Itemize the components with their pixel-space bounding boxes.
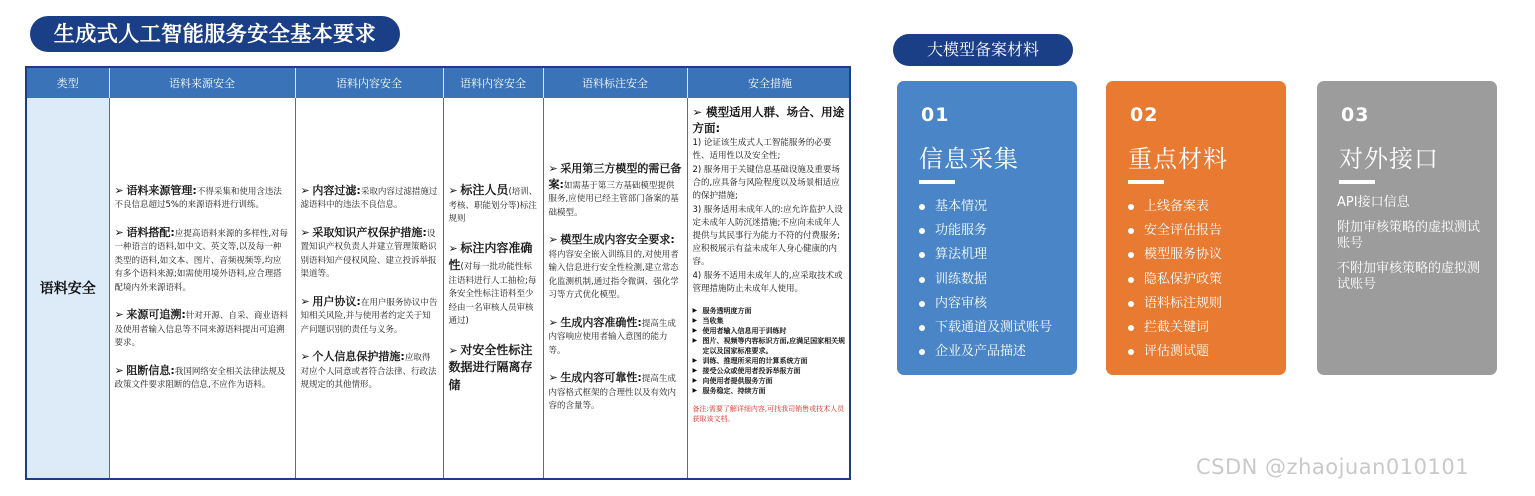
list-item: ➢ 标注内容准确性(对每一批功能性标注语料进行人工抽检;每条安全性标注语料至少经由一名审核人员审核通过) — [448, 240, 537, 326]
measures-title: ➢ 模型适用人群、场合、用途方面: — [692, 105, 845, 135]
card-info-collection — [897, 81, 1077, 375]
header-type: 类型 — [27, 68, 109, 98]
list-item: 训练数据 — [917, 268, 1067, 292]
card-title: 对外接口 — [1339, 145, 1439, 173]
materials-title: 大模型备案材料 — [893, 34, 1073, 66]
list-item: 附加审核策略的虚拟测试账号 — [1337, 219, 1481, 251]
card-title: 信息采集 — [919, 145, 1019, 173]
list-item: 安全评估报告 — [1126, 219, 1276, 243]
card-number: 02 — [1130, 104, 1159, 126]
list-item: 拦截关键词 — [1126, 316, 1276, 340]
card-list — [1337, 195, 1487, 302]
list-item: 企业及产品描述 — [917, 340, 1067, 364]
table-header-row — [27, 68, 851, 98]
card-external-interface — [1317, 81, 1497, 375]
list-item: ➢ 来源可追溯:针对开源、自采、商业语料及使用者输入信息等不同来源语料提出可追溯要求。 — [114, 308, 288, 348]
card-divider — [1128, 180, 1164, 184]
list-item: 模型服务协议 — [1126, 243, 1276, 267]
page-title: 生成式人工智能服务安全基本要求 — [30, 16, 400, 52]
list-item: ▶ 图片、视频等内容标识方面,应满足国家相关规定以及国家标准要求。 — [693, 336, 848, 356]
list-item: ➢ 生成内容准确性:提高生成内容响应使用者输入意图的能力等。 — [548, 315, 676, 356]
list-item: ➢ 语料来源管理:不得采集和使用含违法不良信息超过5%的来源语料进行训练。 — [114, 183, 282, 210]
list-item: ➢ 采用第三方模型的需已备案:如需基于第三方基础模型提供服务,应使用已经主管部门备案的基础模型。 — [548, 162, 682, 218]
card-title: 重点材料 — [1128, 145, 1228, 173]
col-source — [109, 98, 295, 478]
list-item: ▶ 向使用者提供服务方面 — [693, 376, 848, 386]
type-cell: 语料安全 — [27, 98, 109, 478]
list-item: 语料标注规则 — [1126, 292, 1276, 316]
watermark-text: CSDN @zhaojuan010101 — [1196, 455, 1470, 479]
header-content: 语料内容安全 — [295, 68, 443, 98]
card-divider — [1339, 180, 1375, 184]
list-item: 内容审核 — [917, 292, 1067, 316]
measure-paragraph: 4) 服务不适用未成年人的,应采取技术或管理措施防止未成年人使用。 — [692, 271, 843, 294]
list-item: ➢ 模型生成内容安全要求:将内容安全嵌入训练目的,对使用者输入信息进行安全性检测,建立常态化监测机制,通过指令微调、强化学习等方式优化模型。 — [548, 233, 679, 301]
col-content — [295, 98, 443, 478]
col-measures — [687, 98, 851, 478]
header-content-2: 语料内容安全 — [443, 68, 543, 98]
list-item: ▶ 训练、推理所采用的计算系统方面 — [693, 356, 848, 366]
card-key-materials — [1106, 81, 1286, 375]
list-item: 算法机理 — [917, 243, 1067, 267]
list-item: 隐私保护政策 — [1126, 268, 1276, 292]
col-content-2 — [443, 98, 543, 478]
list-item: ▶ 服务稳定、持续方面 — [693, 386, 848, 396]
list-item: 评估测试题 — [1126, 340, 1276, 364]
list-item: 上线备案表 — [1126, 195, 1276, 219]
measure-list — [693, 306, 848, 396]
header-source: 语料来源安全 — [109, 68, 295, 98]
card-number: 01 — [921, 104, 950, 126]
list-item: 不附加审核策略的虚拟测试账号 — [1337, 260, 1481, 292]
header-annotation: 语料标注安全 — [543, 68, 687, 98]
list-item: API接口信息 — [1337, 195, 1410, 210]
list-item: ➢ 阻断信息:我国网络安全相关法律法规及政策文件要求阻断的信息,不应作为语料。 — [114, 363, 286, 390]
list-item: ▶ 服务透明度方面 — [693, 306, 848, 316]
card-list — [1126, 195, 1276, 364]
list-item: ➢ 语料搭配:应提高语料来源的多样性,对每一种语言的语料,如中文、英文等,以及每一种类型的语料,如文本、图片、音频视频等,均应有多个语料来源;如需使用境外语料,应合理搭配境内外来源语料。 — [114, 225, 289, 293]
card-number: 03 — [1341, 104, 1370, 126]
list-item: 下载通道及测试账号 — [917, 316, 1067, 340]
measure-paragraph: 2) 服务用于关键信息基础设施及重要场合的,应具备与风险程度以及场景相适应的保护措施; — [692, 165, 840, 201]
card-list — [917, 195, 1067, 364]
note-text: 备注:需要了解详细内容,可找我司销售或技术人员获取该文档。 — [692, 405, 845, 423]
table-row — [27, 98, 851, 478]
list-item: 功能服务 — [917, 219, 1067, 243]
list-item: ➢ 生成内容可靠性:提高生成内容格式框架的合理性以及有效内容的含量等。 — [548, 371, 677, 412]
measure-paragraph: 1) 论证该生成式人工智能服务的必要性、适用性以及安全性; — [692, 138, 832, 161]
list-item: ➢ 采取知识产权保护措施:设置知识产权负责人并建立管理策略识别语料知产侵权风险、建立投诉举报渠道等。 — [300, 225, 437, 279]
requirements-table — [25, 66, 851, 480]
header-measures: 安全措施 — [687, 68, 851, 98]
list-item: ▶ 使用者输入信息用于训练时 — [693, 326, 848, 336]
list-item: ➢ 内容过滤:采取内容过滤措施过滤语料中的违法不良信息。 — [300, 183, 438, 210]
measure-paragraph: 3) 服务适用未成年人的:应允许监护人设定未成年人防沉迷措施;不应向未成年人提供与其民事行为能力不符的付费服务;应积极展示有益未成年人身心健康的内容。 — [692, 205, 843, 267]
list-item: ➢ 对安全性标注数据进行隔离存储 — [448, 342, 533, 392]
col-annotation — [543, 98, 687, 478]
list-item: ▶ 接受公众或使用者投诉举报方面 — [693, 366, 848, 376]
list-item: ▶ 当收集 — [693, 316, 848, 326]
list-item: 基本情况 — [917, 195, 1067, 219]
list-item: ➢ 标注人员(培训、考核、职能划分等)标注规则 — [448, 183, 538, 224]
list-item: ➢ 个人信息保护措施:应取得对应个人同意或者符合法律、行政法规规定的其他情形。 — [300, 350, 437, 390]
card-divider — [919, 180, 955, 184]
list-item: ➢ 用户协议:在用户服务协议中告知相关风险,并与使用者约定关于知产问题识别的责任与义务。 — [300, 294, 438, 335]
